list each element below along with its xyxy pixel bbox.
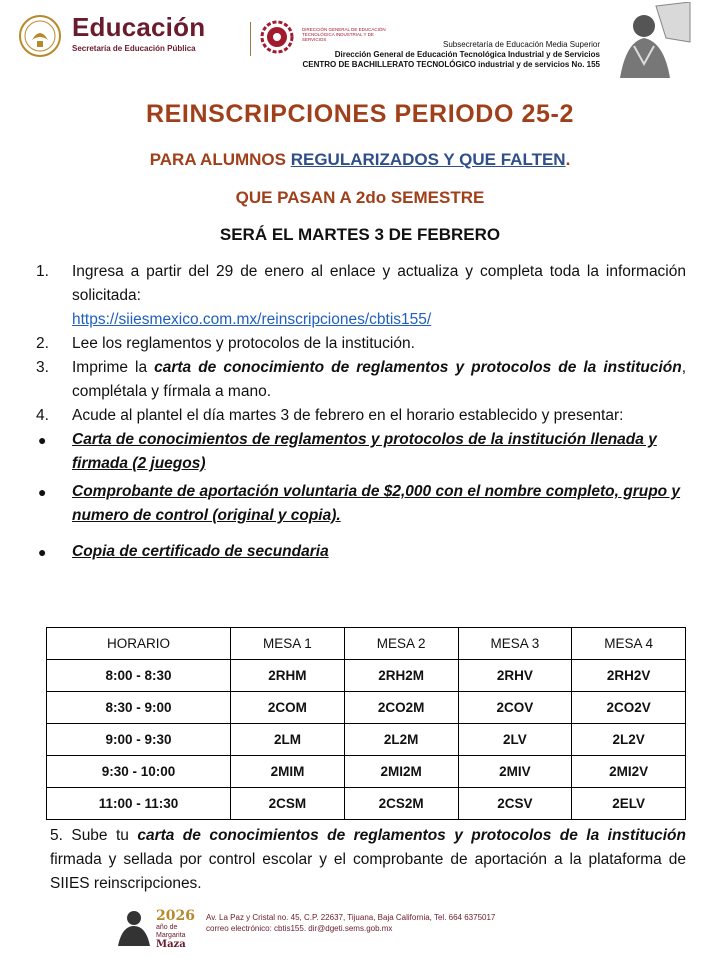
page-title: REINSCRIPCIONES PERIODO 25-2 bbox=[145, 100, 574, 128]
spacer bbox=[36, 528, 686, 540]
step-number: 1. bbox=[36, 263, 49, 280]
registration-link[interactable]: https://siiesmexico.com.mx/reinscripciones/cbtis155/ bbox=[72, 311, 432, 328]
footer-year: 2026 bbox=[156, 908, 195, 924]
step-1 bbox=[36, 260, 686, 332]
step-1-text: Ingresa a partir del 29 de enero al enlace y actualiza y completa toda la información solicitada: bbox=[72, 263, 686, 304]
step-4-text: Acude al plantel el día martes 3 de febrero en el horario establecido y presentar: bbox=[72, 407, 624, 424]
group-cell: 2CSM bbox=[231, 788, 345, 820]
header-divider bbox=[250, 22, 251, 56]
table-row bbox=[47, 660, 686, 692]
step-5 bbox=[50, 824, 686, 896]
bullet-text: Copia de certificado de secundaria bbox=[72, 543, 329, 560]
page-header bbox=[0, 0, 720, 80]
group-cell: 2MIV bbox=[458, 756, 572, 788]
logo-subtitle: Secretaría de Educación Pública bbox=[72, 44, 196, 53]
group-cell: 2LM bbox=[231, 724, 345, 756]
heroine-portrait-icon bbox=[606, 2, 692, 78]
time-cell: 8:30 - 9:00 bbox=[47, 692, 231, 724]
group-cell: 2MIM bbox=[231, 756, 345, 788]
step-3 bbox=[36, 356, 686, 404]
step-5-pre: 5. Sube tu bbox=[50, 827, 138, 844]
bullet-item bbox=[36, 480, 686, 528]
time-cell: 9:30 - 10:00 bbox=[47, 756, 231, 788]
group-cell: 2CS2M bbox=[344, 788, 458, 820]
bullet-text: Carta de conocimientos de reglamentos y protocolos de la institución llenada y firmada (2 juegos) bbox=[72, 431, 657, 472]
time-cell: 8:00 - 8:30 bbox=[47, 660, 231, 692]
table-row bbox=[47, 724, 686, 756]
step-2-text: Lee los reglamentos y protocolos de la institución. bbox=[72, 335, 415, 352]
group-cell: 2RHV bbox=[458, 660, 572, 692]
table-row bbox=[47, 788, 686, 820]
step-number: 2. bbox=[36, 335, 49, 352]
school-line: CENTRO DE BACHILLERATO TECNOLÓGICO industrial y de servicios No. 155 bbox=[302, 60, 600, 69]
step-5-document: carta de conocimientos de reglamentos y protocolos de la institución bbox=[137, 827, 686, 844]
group-cell: 2RHM bbox=[231, 660, 345, 692]
instructions-list bbox=[36, 260, 686, 564]
semester-subtitle: QUE PASAN A 2do SEMESTRE bbox=[235, 188, 485, 207]
column-header: MESA 1 bbox=[231, 628, 345, 660]
bullet-icon: ● bbox=[38, 432, 47, 448]
step-number: 3. bbox=[36, 359, 49, 376]
footer-contact bbox=[206, 912, 495, 934]
audience-highlight: REGULARIZADOS Y QUE FALTEN bbox=[290, 150, 566, 169]
group-cell: 2CO2V bbox=[572, 692, 686, 724]
group-cell: 2MI2M bbox=[344, 756, 458, 788]
subsecretaria-line: Subsecretaría de Educación Media Superior bbox=[443, 40, 600, 49]
bullet-icon: ● bbox=[38, 484, 47, 500]
table-row bbox=[47, 692, 686, 724]
step-3-post: , complétala y fírmala a mano. bbox=[72, 359, 686, 400]
table-row bbox=[47, 756, 686, 788]
step-5-post: firmada y sellada por control escolar y el comprobante de aportación a la plataforma de SIIES reinscripciones. bbox=[50, 851, 686, 892]
direccion-line: Dirección General de Educación Tecnológica Industrial y de Servicios bbox=[334, 50, 600, 59]
bullet-text: Comprobante de aportación voluntaria de $2,000 con el nombre completo, grupo y numero de control (original y copia). bbox=[72, 483, 681, 524]
national-seal-icon bbox=[18, 14, 62, 58]
group-cell: 2COM bbox=[231, 692, 345, 724]
audience-subtitle bbox=[0, 150, 720, 170]
dgeti-caption: DIRECCIÓN GENERAL DE EDUCACIÓN TECNOLÓGICA INDUSTRIAL Y DE SERVICIOS bbox=[302, 27, 386, 42]
group-cell: 2LV bbox=[458, 724, 572, 756]
institution-lines bbox=[302, 40, 600, 70]
footer-year-caption bbox=[156, 924, 186, 940]
time-cell: 11:00 - 11:30 bbox=[47, 788, 231, 820]
column-header: HORARIO bbox=[47, 628, 231, 660]
group-cell: 2ELV bbox=[572, 788, 686, 820]
group-cell: 2L2V bbox=[572, 724, 686, 756]
bullet-item bbox=[36, 428, 686, 476]
group-cell: 2CSV bbox=[458, 788, 572, 820]
group-cell: 2MI2V bbox=[572, 756, 686, 788]
step-number: 4. bbox=[36, 407, 49, 424]
footer-ano-line2: Margarita bbox=[156, 932, 186, 939]
bullet-item bbox=[36, 540, 686, 564]
date-line: SERÁ EL MARTES 3 DE FEBRERO bbox=[219, 225, 501, 244]
footer-address: Av. La Paz y Cristal no. 45, C.P. 22637, Tijuana, Baja California, Tel. 664 6375017 bbox=[206, 913, 496, 922]
table-header-row bbox=[47, 628, 686, 660]
step-4 bbox=[36, 404, 686, 428]
column-header: MESA 4 bbox=[572, 628, 686, 660]
column-header: MESA 3 bbox=[458, 628, 572, 660]
step-3-document: carta de conocimiento de reglamentos y protocolos de la institución bbox=[154, 359, 682, 376]
bullet-icon: ● bbox=[38, 544, 47, 560]
footer-name: Maza bbox=[156, 939, 186, 950]
step-3-pre: Imprime la bbox=[72, 359, 155, 376]
step-2 bbox=[36, 332, 686, 356]
time-cell: 9:00 - 9:30 bbox=[47, 724, 231, 756]
group-cell: 2RH2M bbox=[344, 660, 458, 692]
audience-prefix: PARA ALUMNOS bbox=[149, 150, 291, 169]
schedule-table bbox=[46, 627, 686, 820]
group-cell: 2COV bbox=[458, 692, 572, 724]
footer-ano-line1: año de bbox=[156, 924, 178, 931]
audience-suffix: . bbox=[565, 150, 571, 169]
margarita-maza-portrait-icon bbox=[114, 906, 154, 946]
column-header: MESA 2 bbox=[344, 628, 458, 660]
group-cell: 2L2M bbox=[344, 724, 458, 756]
logo-title: Educación bbox=[72, 12, 206, 42]
dgeti-gear-icon bbox=[260, 20, 294, 54]
group-cell: 2RH2V bbox=[572, 660, 686, 692]
group-cell: 2CO2M bbox=[344, 692, 458, 724]
footer-email: correo electrónico: cbtis155. dir@dgeti.sems.gob.mx bbox=[206, 924, 393, 933]
